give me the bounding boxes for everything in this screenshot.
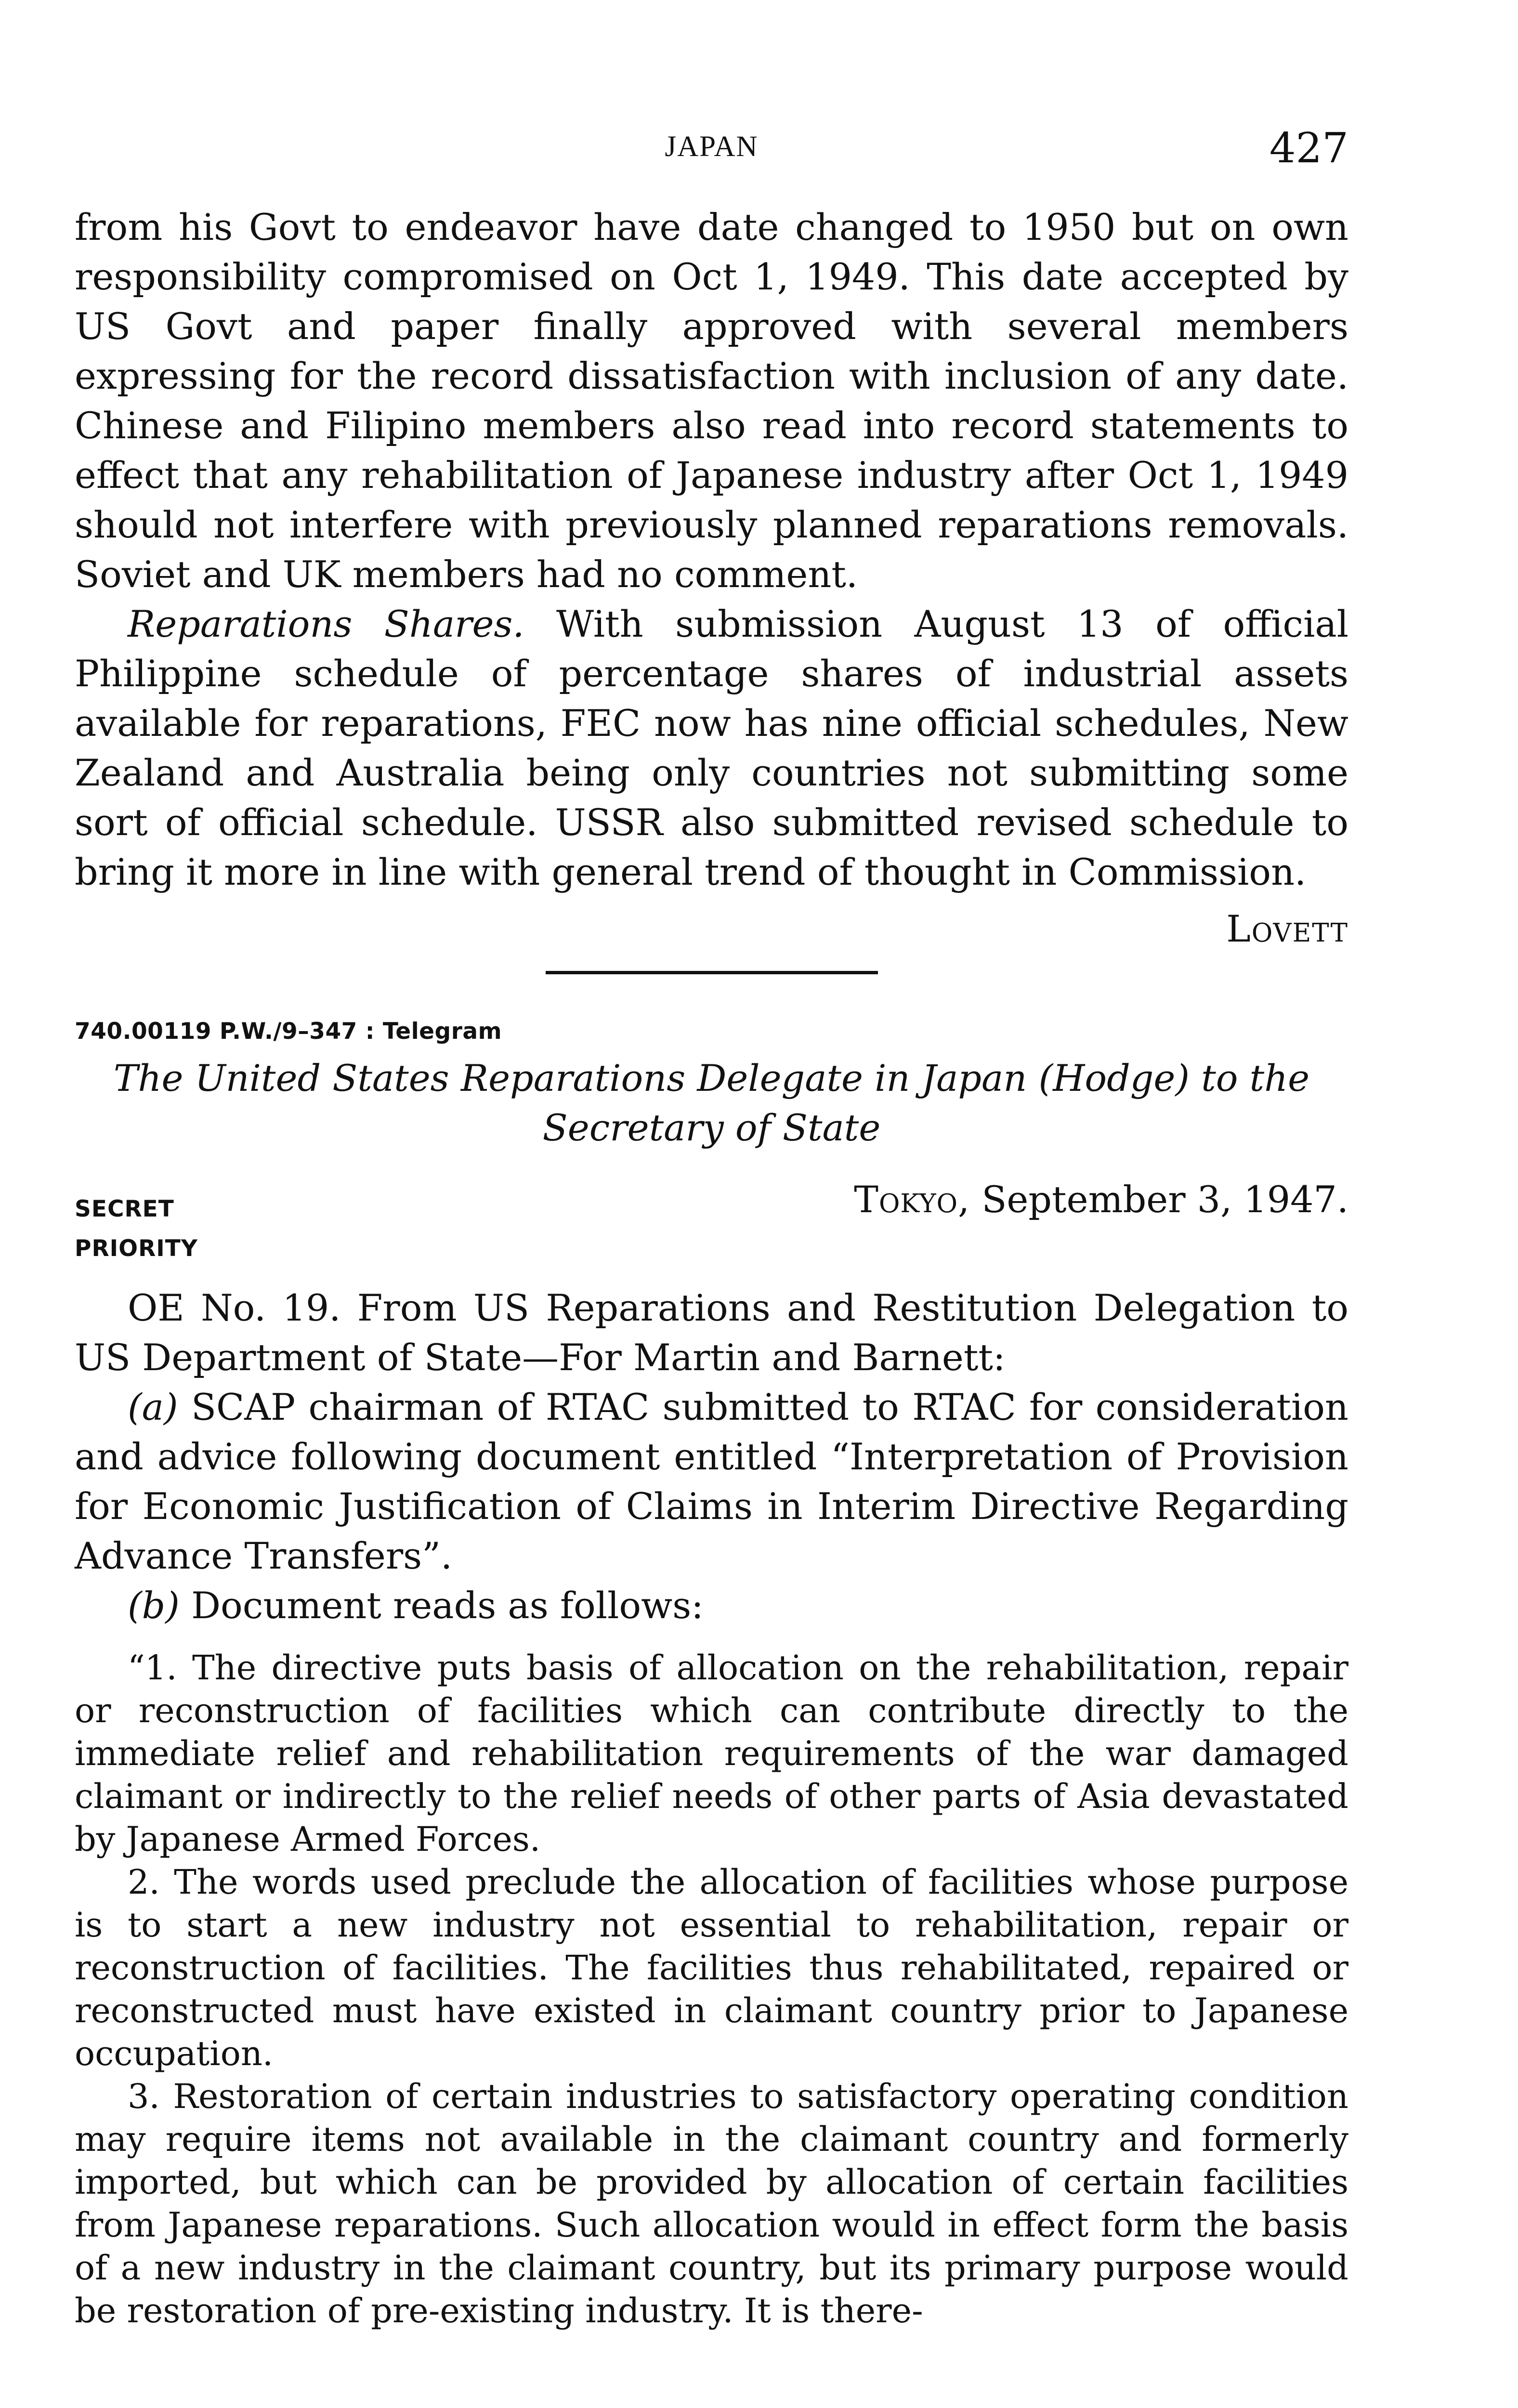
quote-paragraph-3: 3. Restoration of certain industries to satisfactory operating condition may require items not available in the claimant country and formerly imported, but which can be provided by allocation of certain facilities from Japanese reparations. Such allocation would in effect form the basis of a new industry in the claimant country, but its primary purpose would be restoration of pre-existing industry. It is there- bbox=[75, 2077, 1348, 2330]
item-b-label: (b) bbox=[128, 1584, 180, 1627]
place: Tokyo, bbox=[854, 1178, 970, 1221]
running-title: JAPAN bbox=[665, 131, 759, 163]
reparations-shares-paragraph bbox=[75, 599, 1348, 897]
opening-paragraph: OE No. 19. From US Reparations and Restitution Delegation to US Department of State—For Martin and Barnett: bbox=[75, 1286, 1348, 1379]
quoted-document bbox=[75, 1647, 1348, 2332]
item-a-label: (a) bbox=[128, 1386, 178, 1428]
reparations-shares-heading: Reparations Shares. bbox=[128, 602, 524, 645]
main-text bbox=[75, 202, 1348, 2332]
running-head bbox=[75, 124, 1348, 182]
place-date-line bbox=[854, 1175, 1348, 1224]
signature: Lovett bbox=[1226, 907, 1348, 950]
section-separator bbox=[546, 971, 878, 974]
classification-label: SECRET bbox=[75, 1196, 174, 1222]
continuation-paragraph: from his Govt to endeavor have date changed to 1950 but on own responsibility compromised on Oct 1, 1949. This date accepted by US Govt and paper finally approved with several members expressing for the record dissatisfaction with inclusion of any date. Chinese and Filipino members also read into record statements to effect that any rehabilitation of Japanese industry after Oct 1, 1949 should not interfere with previously planned reparations removals. Soviet and UK members had no comment. bbox=[75, 206, 1348, 596]
date: September 3, 1947. bbox=[981, 1178, 1348, 1221]
page-number: 427 bbox=[1269, 124, 1348, 172]
item-b-text: Document reads as follows: bbox=[179, 1584, 704, 1627]
document-file-reference: 740.00119 P.W./9–347 : Telegram bbox=[75, 1018, 502, 1045]
document-title: The United States Reparations Delegate in Japan (Hodge) to the Secretary of State bbox=[113, 1057, 1310, 1149]
item-b-paragraph bbox=[75, 1581, 1348, 1630]
classification-date-row bbox=[75, 1175, 1348, 1227]
precedence-label: PRIORITY bbox=[75, 1235, 198, 1262]
item-a-paragraph bbox=[75, 1382, 1348, 1581]
quote-paragraph-2: 2. The words used preclude the allocation of facilities whose purpose is to start a new industry not essential to rehabilitation, repair or reconstruction of facilities. The facilities thus rehabilitated, repaired or reconstructed must have existed in claimant country prior to Japanese occupation. bbox=[75, 1862, 1348, 2073]
quote-paragraph-1: “1. The directive puts basis of allocation on the rehabilitation, repair or reconstruction of facilities which can contribute directly to the immediate relief and rehabilitation requirements of the war damaged claimant or indirectly to the relief needs of other parts of Asia devastated by Japanese Armed Forces. bbox=[75, 1648, 1348, 1859]
reparations-shares-text: With submission August 13 of official Philippine schedule of percentage shares of industrial assets available for reparations, FEC now has nine official schedules, New Zealand and Australia being only countries not submitting some sort of official schedule. USSR also submitted revised schedule to bring it more in line with general trend of thought in Commission. bbox=[75, 602, 1348, 893]
item-a-text: SCAP chairman of RTAC submitted to RTAC for consideration and advice following document entitled “Interpretation of Provision for Economic Justification of Claims in Interim Directive Regarding Advance Transfers”. bbox=[75, 1386, 1348, 1577]
